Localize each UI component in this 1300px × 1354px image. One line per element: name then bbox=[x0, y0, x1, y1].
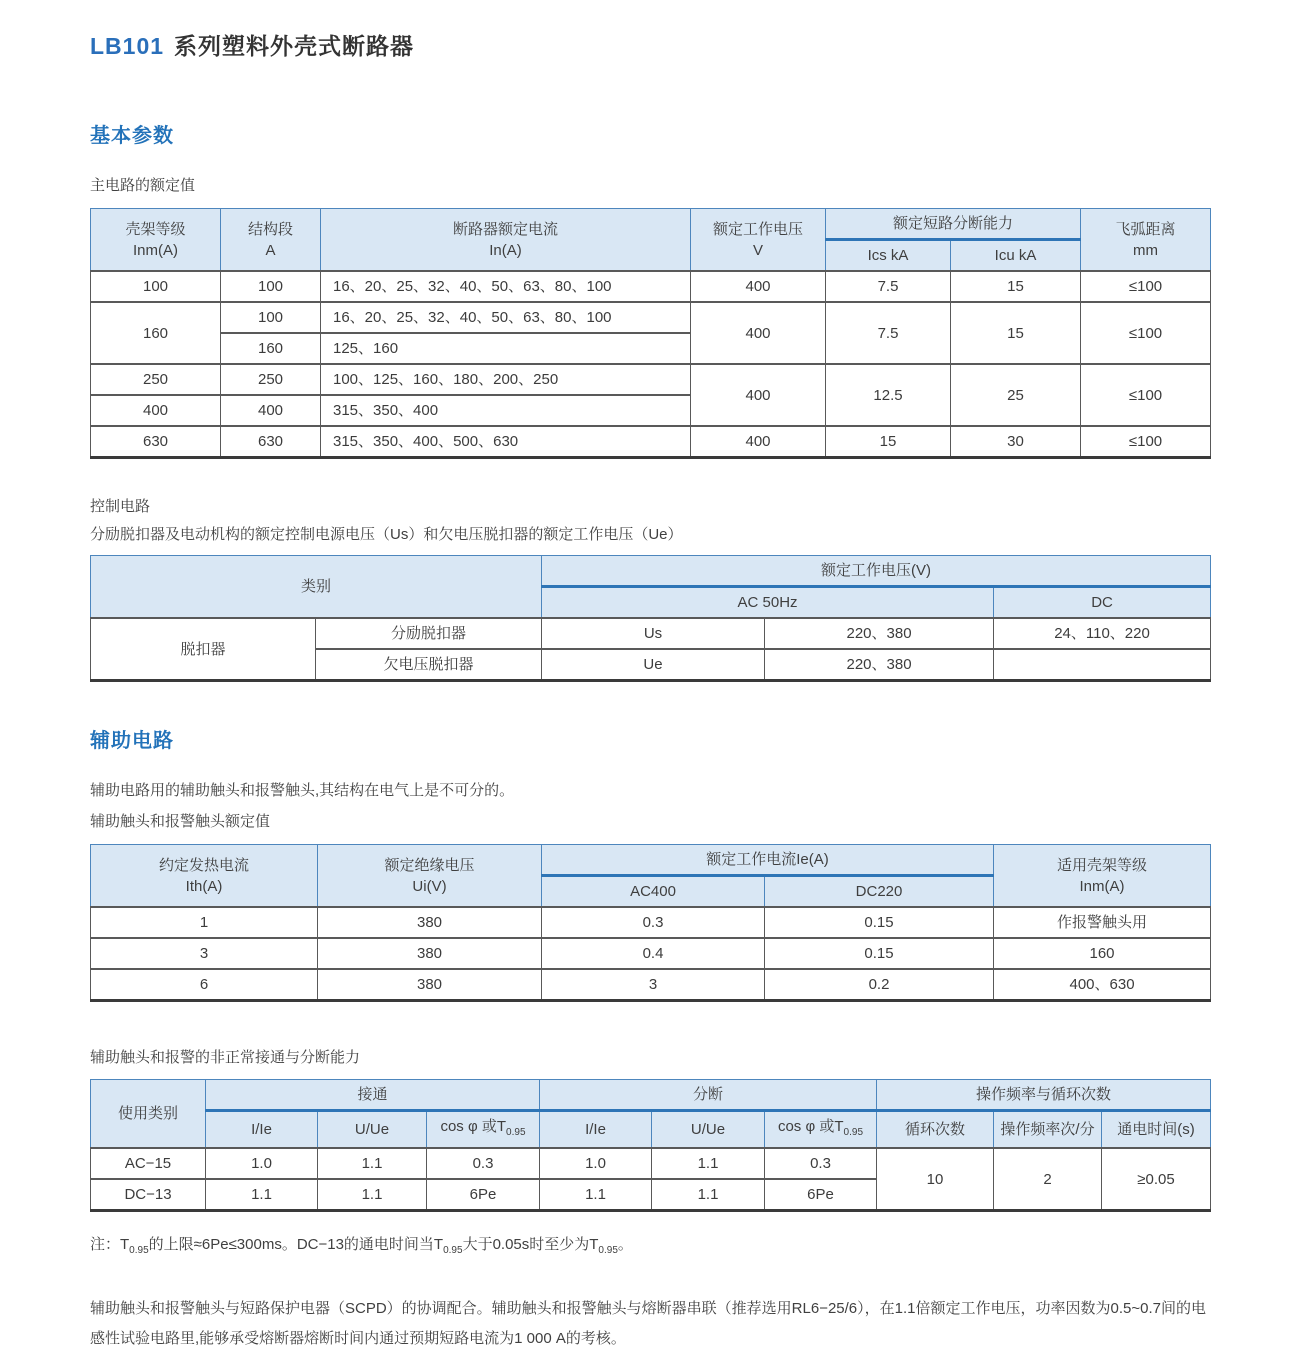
cell: 脱扣器 bbox=[91, 618, 316, 681]
cell: DC−13 bbox=[91, 1179, 206, 1211]
header-ac400: AC400 bbox=[542, 876, 765, 908]
cell: 400 bbox=[691, 364, 826, 426]
scpd-coordination-paragraph: 辅助触头和报警触头与短路保护电器（SCPD）的协调配合。辅助触头和报警触头与熔断器串联（推荐选用RL6−25/6），在1.1倍额定工作电压，功率因数为0.5~0.7间的电感性试验电路里,能够承受熔断器熔断时间内通过预期短路电流为1 000 A的考核。 bbox=[90, 1300, 1206, 1347]
cell: ≤100 bbox=[1081, 302, 1211, 364]
cell: 1.1 bbox=[652, 1148, 765, 1179]
header-iie-make: I/Ie bbox=[206, 1111, 318, 1149]
cell: 400 bbox=[691, 302, 826, 364]
cell bbox=[994, 649, 1211, 681]
cell: 15 bbox=[826, 426, 951, 458]
header-uue-break: U/Ue bbox=[652, 1111, 765, 1149]
cell: 160 bbox=[994, 938, 1211, 969]
cell: 2 bbox=[994, 1148, 1102, 1211]
cell: 1.0 bbox=[206, 1148, 318, 1179]
page-title bbox=[90, 28, 1210, 61]
cell: 30 bbox=[951, 426, 1081, 458]
cell: 12.5 bbox=[826, 364, 951, 426]
table-row bbox=[91, 969, 1211, 1001]
header-breaking-capacity-group: 额定短路分断能力 bbox=[826, 209, 1081, 240]
cell: 400 bbox=[691, 271, 826, 302]
cell: 6 bbox=[91, 969, 318, 1001]
header-usage-category: 使用类别 bbox=[91, 1080, 206, 1149]
control-circuit-voltage-table bbox=[90, 555, 1211, 682]
header-thermal-current: 约定发热电流 Ith(A) bbox=[91, 845, 318, 908]
section-basic-params-heading: 基本参数 bbox=[90, 125, 174, 147]
cell: 16、20、25、32、40、50、63、80、100 bbox=[321, 271, 691, 302]
cell: 1.1 bbox=[318, 1148, 427, 1179]
header-op-frequency: 操作频率次/分 bbox=[994, 1111, 1102, 1149]
cell: ≤100 bbox=[1081, 364, 1211, 426]
header-ac50hz: AC 50Hz bbox=[542, 587, 994, 619]
header-arc-distance: 飞弧距离 mm bbox=[1081, 209, 1211, 272]
cell: 0.4 bbox=[542, 938, 765, 969]
table-row bbox=[91, 1148, 1211, 1179]
cell: 1.0 bbox=[540, 1148, 652, 1179]
control-circuit-desc: 分励脱扣器及电动机构的额定控制电源电压（Us）和欠电压脱扣器的额定工作电压（Ue） bbox=[90, 526, 683, 543]
cell: 315、350、400 bbox=[321, 395, 691, 426]
cell: 1.1 bbox=[540, 1179, 652, 1211]
cell: 10 bbox=[877, 1148, 994, 1211]
cell: 100 bbox=[221, 302, 321, 333]
cell: 1.1 bbox=[318, 1179, 427, 1211]
cell: 315、350、400、500、630 bbox=[321, 426, 691, 458]
aux-capacity-subtitle: 辅助触头和报警的非正常接通与分断能力 bbox=[90, 1049, 361, 1066]
header-dc: DC bbox=[994, 587, 1211, 619]
cell: 380 bbox=[318, 969, 542, 1001]
cell: 7.5 bbox=[826, 302, 951, 364]
cell: 25 bbox=[951, 364, 1081, 426]
cell: 7.5 bbox=[826, 271, 951, 302]
table-row bbox=[91, 938, 1211, 969]
cell: ≥0.05 bbox=[1102, 1148, 1211, 1211]
cell: 100、125、160、180、200、250 bbox=[321, 364, 691, 395]
header-uue-make: U/Ue bbox=[318, 1111, 427, 1149]
cell: 250 bbox=[91, 364, 221, 395]
cell: 0.2 bbox=[765, 969, 994, 1001]
header-cycles: 循环次数 bbox=[877, 1111, 994, 1149]
cell: 1.1 bbox=[206, 1179, 318, 1211]
header-rated-current: 断路器额定电流 In(A) bbox=[321, 209, 691, 272]
cell: Ue bbox=[542, 649, 765, 681]
cell: 16、20、25、32、40、50、63、80、100 bbox=[321, 302, 691, 333]
header-energize-time: 通电时间(s) bbox=[1102, 1111, 1211, 1149]
aux-abnormal-capacity-table bbox=[90, 1079, 1211, 1212]
cell: ≤100 bbox=[1081, 271, 1211, 302]
cell: 6Pe bbox=[765, 1179, 877, 1211]
cell: 100 bbox=[91, 271, 221, 302]
cell: 220、380 bbox=[765, 618, 994, 649]
cell: 3 bbox=[542, 969, 765, 1001]
cell: 250 bbox=[221, 364, 321, 395]
cell: 0.15 bbox=[765, 907, 994, 938]
control-circuit-label: 控制电路 bbox=[90, 498, 151, 515]
header-ics: Ics kA bbox=[826, 240, 951, 272]
cell: 欠电压脱扣器 bbox=[316, 649, 542, 681]
header-frequency-group: 操作频率与循环次数 bbox=[877, 1080, 1211, 1111]
table-row bbox=[91, 271, 1211, 302]
cell: 100 bbox=[221, 271, 321, 302]
cell: 630 bbox=[91, 426, 221, 458]
main-circuit-ratings-table bbox=[90, 208, 1211, 459]
header-rated-voltage: 额定工作电压 V bbox=[691, 209, 826, 272]
series-code: LB101 bbox=[90, 33, 165, 59]
cell: 作报警触头用 bbox=[994, 907, 1211, 938]
cell: 400 bbox=[691, 426, 826, 458]
cell: 0.3 bbox=[765, 1148, 877, 1179]
cell: 220、380 bbox=[765, 649, 994, 681]
cell: 160 bbox=[221, 333, 321, 364]
cell: 0.15 bbox=[765, 938, 994, 969]
cell: 160 bbox=[91, 302, 221, 364]
header-category: 类别 bbox=[91, 556, 542, 619]
table-row bbox=[91, 618, 1211, 649]
cell: 380 bbox=[318, 938, 542, 969]
cell: 380 bbox=[318, 907, 542, 938]
cell: 15 bbox=[951, 271, 1081, 302]
header-make-group: 接通 bbox=[206, 1080, 540, 1111]
header-applicable-frame: 适用壳架等级 Inm(A) bbox=[994, 845, 1211, 908]
table-row bbox=[91, 302, 1211, 333]
cell: 400 bbox=[91, 395, 221, 426]
cell: 3 bbox=[91, 938, 318, 969]
main-circuit-subtitle: 主电路的额定值 bbox=[90, 177, 196, 194]
cell: 125、160 bbox=[321, 333, 691, 364]
cell: 400 bbox=[221, 395, 321, 426]
header-structure: 结构段 A bbox=[221, 209, 321, 272]
cell: 1.1 bbox=[652, 1179, 765, 1211]
header-cos-break: cos φ 或$T_{0.95}$ bbox=[765, 1111, 877, 1149]
aux-ratings-subtitle: 辅助触头和报警触头额定值 bbox=[90, 813, 271, 830]
cell: 0.3 bbox=[427, 1148, 540, 1179]
cell: 630 bbox=[221, 426, 321, 458]
table-row bbox=[91, 426, 1211, 458]
table-row bbox=[91, 364, 1211, 395]
cell: Us bbox=[542, 618, 765, 649]
series-name: 系列塑料外壳式断路器 bbox=[174, 33, 415, 59]
cell: 400、630 bbox=[994, 969, 1211, 1001]
header-frame-grade: 壳架等级 Inm(A) bbox=[91, 209, 221, 272]
header-icu: Icu kA bbox=[951, 240, 1081, 272]
header-working-current-group: 额定工作电流Ie(A) bbox=[542, 845, 994, 876]
cell: 24、110、220 bbox=[994, 618, 1211, 649]
header-insulation-voltage: 额定绝缘电压 Ui(V) bbox=[318, 845, 542, 908]
cell: 0.3 bbox=[542, 907, 765, 938]
section-aux-circuit-heading: 辅助电路 bbox=[90, 730, 174, 752]
cell: ≤100 bbox=[1081, 426, 1211, 458]
cell: 6Pe bbox=[427, 1179, 540, 1211]
header-cos-make: cos φ 或$T_{0.95}$ bbox=[427, 1111, 540, 1149]
header-working-voltage-group: 额定工作电压(V) bbox=[542, 556, 1211, 587]
cell: 1 bbox=[91, 907, 318, 938]
header-dc220: DC220 bbox=[765, 876, 994, 908]
aux-circuit-desc: 辅助电路用的辅助触头和报警触头,其结构在电气上是不可分的。 bbox=[90, 782, 515, 799]
aux-contact-ratings-table bbox=[90, 844, 1211, 1002]
header-break-group: 分断 bbox=[540, 1080, 877, 1111]
cell: 分励脱扣器 bbox=[316, 618, 542, 649]
header-iie-break: I/Ie bbox=[540, 1111, 652, 1149]
cell: AC−15 bbox=[91, 1148, 206, 1179]
cell: 15 bbox=[951, 302, 1081, 364]
note-text: 注：$T_{0.95}$的上限≈6Pe≤300ms。DC−13的通电时间当$T_{0.95}$大于0.05s时至少为$T_{0.95}$。 bbox=[90, 1236, 633, 1256]
table-row bbox=[91, 907, 1211, 938]
